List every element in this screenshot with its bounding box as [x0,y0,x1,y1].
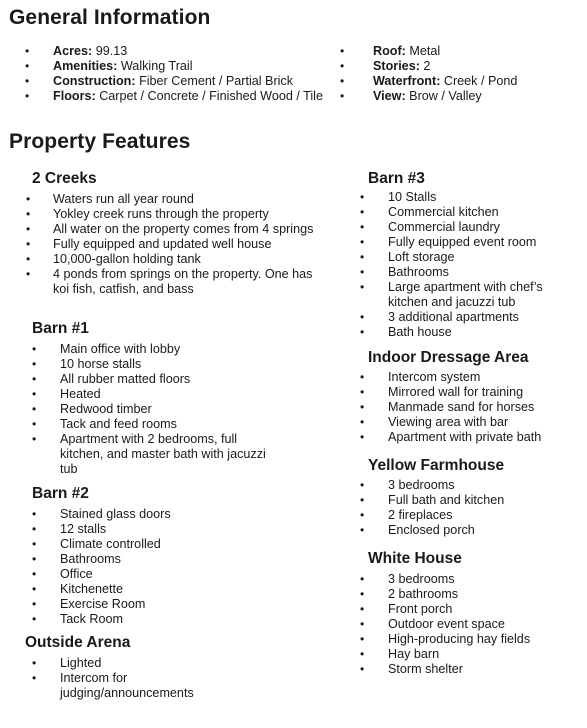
barn2-heading: Barn #2 [32,485,89,502]
barn1-list [24,342,274,477]
roof-item: • Roof: Metal [340,44,441,58]
indoor-dressage-list [360,370,582,445]
waterfront-item: • Waterfront: Creek / Pond [340,74,518,88]
list-item: • Commercial kitchen [360,205,499,219]
creeks-list [26,192,316,297]
barn3-heading: Barn #3 [368,170,425,187]
list-item: • Apartment with 2 bedrooms, full kitchen, and master bath with jacuzzi tub [32,432,266,476]
list-item: • 3 bedrooms [360,478,455,492]
barn3-list [360,190,582,340]
barn2-list [24,507,274,627]
list-item: • Storm shelter [360,662,463,676]
list-item: • All water on the property comes from 4 springs [26,222,314,236]
list-item: • Tack Room [32,612,123,626]
list-item: • 10,000-gallon holding tank [26,252,201,266]
list-item: • 2 bathrooms [360,587,459,601]
list-item: • Large apartment with chef’s kitchen and jacuzzi tub [360,280,543,309]
list-item: • Hay barn [360,647,440,661]
list-item: • Commercial laundry [360,220,500,234]
list-item: • Exercise Room [32,597,146,611]
list-item: • Intercom system [360,370,481,384]
list-item: • Heated [32,387,101,401]
list-item: • Fully equipped and updated well house [26,237,272,251]
list-item: • All rubber matted floors [32,372,191,386]
list-item: • Office [32,567,93,581]
floors-item: • Floors: Carpet / Concrete / Finished Wood / Tile [25,89,323,103]
list-item: • Waters run all year round [26,192,194,206]
general-information-heading: General Information [9,6,211,29]
acres-item: • Acres: 99.13 [25,44,128,58]
list-item: • High-producing hay fields [360,632,531,646]
general-info-left-list [10,44,340,104]
list-item: • Viewing area with bar [360,415,509,429]
white-house-list [360,572,582,677]
list-item: • 4 ponds from springs on the property. One has koi fish, catfish, and bass [26,267,313,296]
white-house-heading: White House [368,550,462,567]
list-item: • Outdoor event space [360,617,505,631]
outside-arena-list [24,656,254,701]
list-item: • Climate controlled [32,537,161,551]
list-item: • Loft storage [360,250,455,264]
list-item: • Yokley creek runs through the property [26,207,269,221]
list-item: • Apartment with private bath [360,430,542,444]
list-item: • Bathrooms [32,552,121,566]
list-item: • Bath house [360,325,452,339]
list-item: • Intercom for judging/announcements [32,671,194,700]
list-item: • Lighted [32,656,102,670]
list-item: • 2 fireplaces [360,508,453,522]
yellow-farmhouse-list [360,478,582,538]
list-item: • Kitchenette [32,582,124,596]
yellow-farmhouse-heading: Yellow Farmhouse [368,457,505,474]
list-item: • 10 Stalls [360,190,437,204]
list-item: • Stained glass doors [32,507,171,521]
view-item: • View: Brow / Valley [340,89,482,103]
barn1-heading: Barn #1 [32,320,89,337]
list-item: • Enclosed porch [360,523,475,537]
list-item: • Manmade sand for horses [360,400,535,414]
list-item: • Main office with lobby [32,342,181,356]
list-item: • Tack and feed rooms [32,417,177,431]
list-item: • 12 stalls [32,522,107,536]
creeks-heading: 2 Creeks [32,170,97,187]
construction-item: • Construction: Fiber Cement / Partial Brick [25,74,294,88]
list-item: • Mirrored wall for training [360,385,524,399]
list-item: • 10 horse stalls [32,357,142,371]
list-item: • Bathrooms [360,265,449,279]
amenities-item: • Amenities: Walking Trail [25,59,193,73]
outside-arena-heading: Outside Arena [25,634,131,651]
indoor-dressage-heading: Indoor Dressage Area [368,349,529,366]
list-item: • Front porch [360,602,453,616]
general-info-right-list [340,44,580,104]
property-features-heading: Property Features [9,130,191,153]
list-item: • Fully equipped event room [360,235,537,249]
list-item: • Full bath and kitchen [360,493,505,507]
list-item: • Redwood timber [32,402,152,416]
list-item: • 3 bedrooms [360,572,455,586]
stories-item: • Stories: 2 [340,59,431,73]
list-item: • 3 additional apartments [360,310,519,324]
